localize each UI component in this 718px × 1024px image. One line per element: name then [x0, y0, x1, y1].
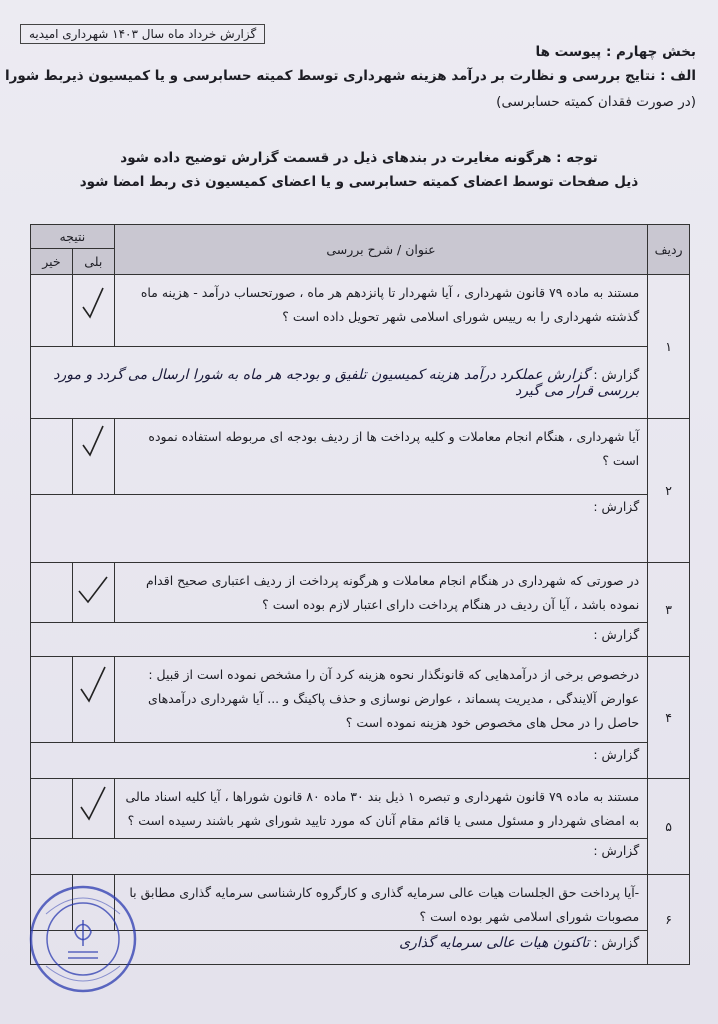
- row-number: ۲: [648, 419, 690, 563]
- col-header-row: ردیف: [648, 225, 690, 275]
- note-line-2: ذیل صفحات توسط اعضای کمیته حسابرسی و یا اعضای کمیسیون ذی ربط امضا شود: [79, 174, 639, 190]
- report-cell: [31, 623, 648, 657]
- report-cell: [31, 839, 648, 875]
- checkmark-icon: [78, 783, 108, 823]
- col-header-title: عنوان / شرح بررسی: [114, 225, 647, 275]
- report-label: گزارش :: [593, 843, 640, 858]
- row-number: ۳: [648, 563, 690, 657]
- section-title: بخش چهارم : پیوست ها: [535, 44, 696, 60]
- checkmark-icon: [78, 663, 108, 705]
- yes-cell: [72, 419, 114, 495]
- section-line-a: الف : نتایج بررسی و نظارت بر درآمد هزینه شهرداری توسط کمیته حسابرسی و یا کمیسیون ذیربط شورا: [4, 68, 696, 84]
- no-cell: [31, 419, 73, 495]
- table-row: [31, 275, 690, 347]
- row-question: مستند به ماده ۷۹ قانون شهرداری و تبصره ۱ ذیل بند ۳۰ ماده ۸۰ قانون شوراها ، آیا کلیه اسناد مالی به امضای شهردار و مسئول مسی یا قائم مقام آنان که مورد تایید شورای شهر باشند رسیده است ؟: [114, 779, 647, 839]
- section-line-b: (در صورت فقدان کمیته حسابرسی): [496, 94, 696, 110]
- table-row: [31, 563, 690, 623]
- yes-cell: [72, 657, 114, 743]
- no-cell: [31, 657, 73, 743]
- report-label: گزارش :: [593, 747, 640, 762]
- row-number: ۶: [648, 875, 690, 965]
- note-line-1: توجه : هرگونه مغایرت در بندهای ذیل در قسمت گزارش توضیح داده شود: [120, 150, 598, 166]
- row-number: ۵: [648, 779, 690, 875]
- no-cell: [31, 275, 73, 347]
- col-header-yes: بلی: [72, 249, 114, 275]
- report-label: گزارش :: [593, 366, 640, 382]
- checkmark-icon: [80, 285, 106, 321]
- table-row: [31, 657, 690, 743]
- council-seal-stamp: [28, 884, 138, 994]
- no-cell: [31, 563, 73, 623]
- table-row-report: [31, 839, 690, 875]
- report-cell: [31, 347, 648, 419]
- table-row-report: [31, 347, 690, 419]
- table-row-report: [31, 743, 690, 779]
- report-header-box: [20, 24, 265, 44]
- table-row-report: [31, 495, 690, 563]
- report-handwritten: گزارش عملکرد درآمد هزینه کمیسیون تلفیق و بودجه هر ماه به شورا ارسال می گردد و مورد بررسی قرار می گیرد: [53, 366, 640, 399]
- report-label: گزارش :: [593, 935, 640, 950]
- no-cell: [31, 779, 73, 839]
- col-header-result: نتیجه: [31, 225, 115, 249]
- report-cell: [31, 495, 648, 563]
- row-number: ۱: [648, 275, 690, 419]
- report-handwritten: تاکنون هیات عالی سرمایه گذاری: [399, 935, 590, 951]
- review-table: [30, 224, 690, 965]
- report-cell: [31, 743, 648, 779]
- row-question: در صورتی که شهرداری در هنگام انجام معاملات و هرگونه پرداخت از ردیف اعتباری صحیح اقدام نموده باشد ، آیا آن ردیف در هنگام پرداخت دارای اعتبار لازم بوده است ؟: [114, 563, 647, 623]
- row-question: آیا شهرداری ، هنگام انجام معاملات و کلیه پرداخت ها از ردیف بودجه ای مربوطه استفاده نموده است ؟: [114, 419, 647, 495]
- checkmark-icon: [80, 423, 106, 459]
- row-number: ۴: [648, 657, 690, 779]
- yes-cell: [72, 779, 114, 839]
- col-header-no: خیر: [31, 249, 73, 275]
- table-row: [31, 779, 690, 839]
- row-question: مستند به ماده ۷۹ قانون شهرداری ، آیا شهردار تا پانزدهم هر ماه ، صورتحساب درآمد - هزینه ماه گذشته شهرداری را به رییس شورای اسلامی شهر تحویل داده است ؟: [114, 275, 647, 347]
- report-label: گزارش :: [593, 499, 640, 514]
- yes-cell: [72, 563, 114, 623]
- row-question: درخصوص برخی از درآمدهایی که قانونگذار نحوه هزینه کرد آن را مشخص نموده است از قبیل : عوارض آلایندگی ، مدیریت پسماند ، عوارض نوسازی و حذف پاکینگ و ... آیا شهرداری درآمدهای حاصل را در محل های مخصوص خود هزینه نموده است ؟: [114, 657, 647, 743]
- row-question: -آیا پرداخت حق الجلسات هیات عالی سرمایه گذاری و کارگروه کارشناسی سرمایه گذاری مطابق با مصوبات شورای اسلامی شهر بوده است ؟: [114, 875, 647, 931]
- table-row-report: [31, 623, 690, 657]
- yes-cell: [72, 275, 114, 347]
- checkmark-icon: [76, 571, 110, 605]
- report-header-text: گزارش خرداد ماه سال ۱۴۰۳ شهرداری امیدیه: [29, 27, 257, 41]
- report-label: گزارش :: [593, 627, 640, 642]
- table-row: [31, 419, 690, 495]
